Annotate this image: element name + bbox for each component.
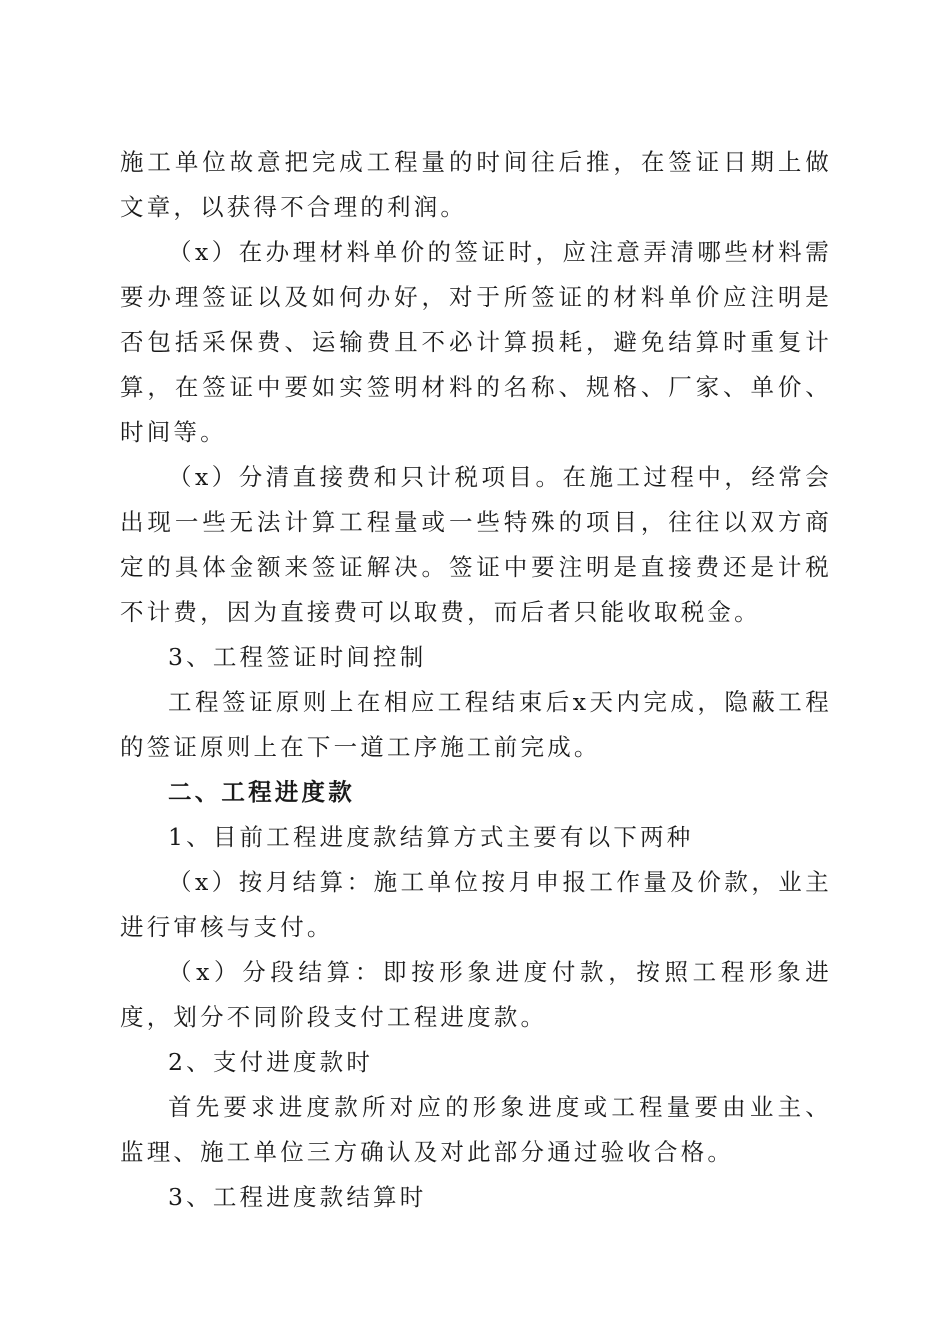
paragraph-three-party-confirmation: 首先要求进度款所对应的形象进度或工程量要由业主、监理、施工单位三方确认及对此部分通过验收合格。 [120, 1093, 832, 1166]
subheading-settlement-methods: 1、目前工程进度款结算方式主要有以下两种 [168, 823, 694, 851]
paragraph-visa-deadline: 工程签证原则上在相应工程结束后x天内完成，隐蔽工程的签证原则上在下一道工序施工前完成。 [120, 688, 832, 761]
subheading-visa-time-control: 3、工程签证时间控制 [168, 643, 427, 671]
subheading-progress-settlement: 3、工程进度款结算时 [168, 1183, 427, 1211]
paragraph-monthly-settlement: （x）按月结算：施工单位按月申报工作量及价款，业主进行审核与支付。 [120, 868, 832, 941]
paragraph-continuation: 施工单位故意把完成工程量的时间往后推，在签证日期上做文章，以获得不合理的利润。 [120, 148, 832, 221]
paragraph-direct-cost-tax: （x）分清直接费和只计税项目。在施工过程中，经常会出现一些无法计算工程量或一些特殊的项目，往往以双方商定的具体金额来签证解决。签证中要注明是直接费还是计税不计费，因为直接费可以取费，而后者只能收取税金。 [120, 463, 832, 626]
document-page [120, 140, 832, 1220]
paragraph-material-price-visa: （x）在办理材料单价的签证时，应注意弄清哪些材料需要办理签证以及如何办好，对于所签证的材料单价应注明是否包括采保费、运输费且不必计算损耗，避免结算时重复计算，在签证中要如实签明材料的名称、规格、厂家、单价、时间等。 [120, 238, 832, 446]
section-heading-progress-payment: 二、工程进度款 [168, 778, 355, 806]
subheading-paying-progress: 2、支付进度款时 [168, 1048, 374, 1076]
paragraph-stage-settlement: （x）分段结算：即按形象进度付款，按照工程形象进度，划分不同阶段支付工程进度款。 [120, 958, 832, 1031]
